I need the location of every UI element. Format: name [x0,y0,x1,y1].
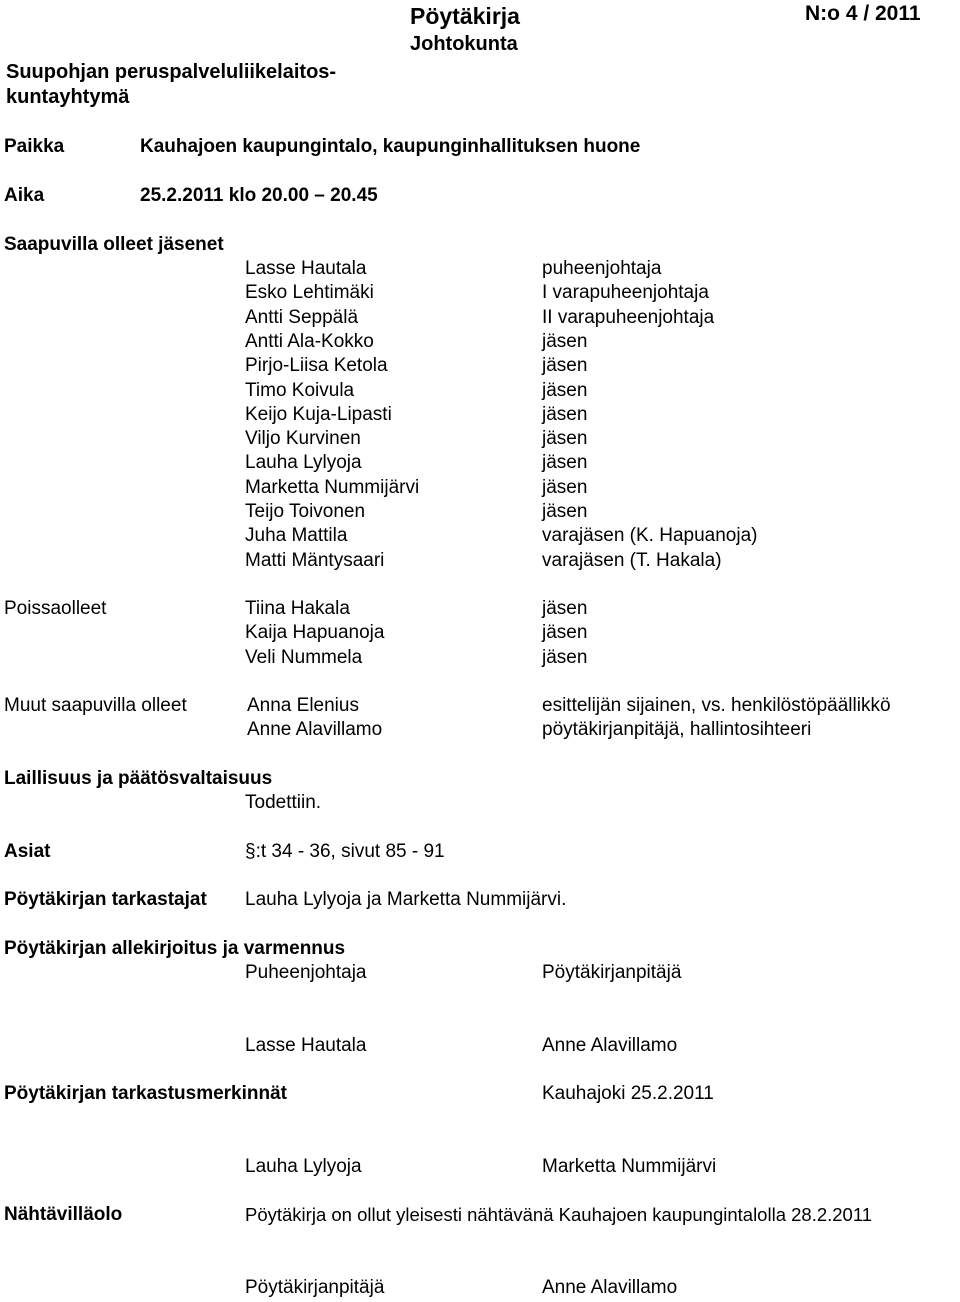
member-name: Teijo Toivonen [245,501,366,522]
member-name: Anne Alavillamo [247,719,383,741]
inspectors-label: Pöytäkirjan tarkastajat [4,889,207,910]
display-value: Pöytäkirja on ollut yleisesti nähtävänä Kauhajoen kaupungintalolla 28.2.2011 [245,1204,873,1225]
member-role: jäsen [542,646,588,668]
document-type: Pöytäkirja [410,3,520,29]
organization-name-line1: Suupohjan peruspalveluliikelaitos- [6,61,337,83]
member-role: varajäsen (K. Hapuanoja) [542,525,758,547]
member-name: Antti Ala-Kokko [245,330,374,352]
time-label: Aika [4,185,45,206]
inspectors-value: Lauha Lylyoja ja Marketta Nummijärvi. [245,889,567,910]
member-name: Matti Mäntysaari [245,549,385,571]
legality-value: Todettiin. [245,792,322,813]
member-role: pöytäkirjanpitäjä, hallintosihteeri [542,719,812,741]
member-name: Marketta Nummijärvi [245,476,420,498]
other-attendees-label: Muut saapuvilla olleet [4,695,187,716]
member-name: Tiina Hakala [245,598,350,619]
member-name: Anna Elenius [247,695,359,716]
member-role: puheenjohtaja [542,258,662,279]
member-name: Timo Koivula [245,379,355,401]
absent-members-label: Poissaolleet [4,598,107,619]
time-value: 25.2.2011 klo 20.00 – 20.45 [140,185,378,206]
member-name: Esko Lehtimäki [245,282,374,304]
display-signer-name: Anne Alavillamo [542,1277,678,1298]
member-name: Antti Seppälä [245,306,359,328]
member-role: jäsen [542,355,588,377]
member-role: jäsen [542,403,588,425]
member-role: II varapuheenjohtaja [542,306,715,328]
member-name: Juha Mattila [245,525,348,547]
inspection-label: Pöytäkirjan tarkastusmerkinnät [4,1083,288,1104]
body-name: Johtokunta [410,33,518,55]
document-number: N:o 4 / 2011 [805,2,921,25]
chair-signature-name: Lasse Hautala [245,1035,367,1056]
signing-label: Pöytäkirjan allekirjoitus ja varmennus [4,938,346,959]
present-members-label: Saapuvilla olleet jäsenet [4,234,224,255]
place-value: Kauhajoen kaupungintalo, kaupunginhallituksen huone [140,136,641,157]
member-role: jäsen [542,598,588,619]
inspector1-signature-name: Lauha Lylyoja [245,1156,362,1177]
chair-title: Puheenjohtaja [245,962,367,983]
member-role: esittelijän sijainen, vs. henkilöstöpäällikkö [542,695,891,716]
member-role: jäsen [542,379,588,401]
member-role: jäsen [542,452,588,474]
display-signer-title: Pöytäkirjanpitäjä [245,1277,385,1298]
inspector2-signature-name: Marketta Nummijärvi [542,1156,717,1177]
member-name: Pirjo-Liisa Ketola [245,355,388,377]
member-role: jäsen [542,428,588,450]
member-name: Keijo Kuja-Lipasti [245,403,392,425]
secretary-title: Pöytäkirjanpitäjä [542,962,682,983]
member-role: jäsen [542,622,588,644]
member-role: jäsen [542,476,588,498]
member-name: Veli Nummela [245,646,363,668]
member-name: Lasse Hautala [245,258,367,279]
display-label: Nähtävilläolo [4,1204,123,1225]
member-name: Lauha Lylyoja [245,452,362,474]
secretary-signature-name: Anne Alavillamo [542,1035,678,1056]
items-value: §:t 34 - 36, sivut 85 - 91 [245,841,445,862]
member-role: jäsen [542,330,588,352]
place-label: Paikka [4,136,65,157]
items-label: Asiat [4,841,51,862]
member-role: varajäsen (T. Hakala) [542,549,722,571]
member-role: jäsen [542,501,588,522]
member-role: I varapuheenjohtaja [542,282,709,304]
member-name: Kaija Hapuanoja [245,622,385,644]
organization-name-line2: kuntayhtymä [6,86,130,108]
inspection-place-date: Kauhajoki 25.2.2011 [542,1083,714,1104]
legality-label: Laillisuus ja päätösvaltaisuus [4,768,273,789]
member-name: Viljo Kurvinen [245,428,361,450]
